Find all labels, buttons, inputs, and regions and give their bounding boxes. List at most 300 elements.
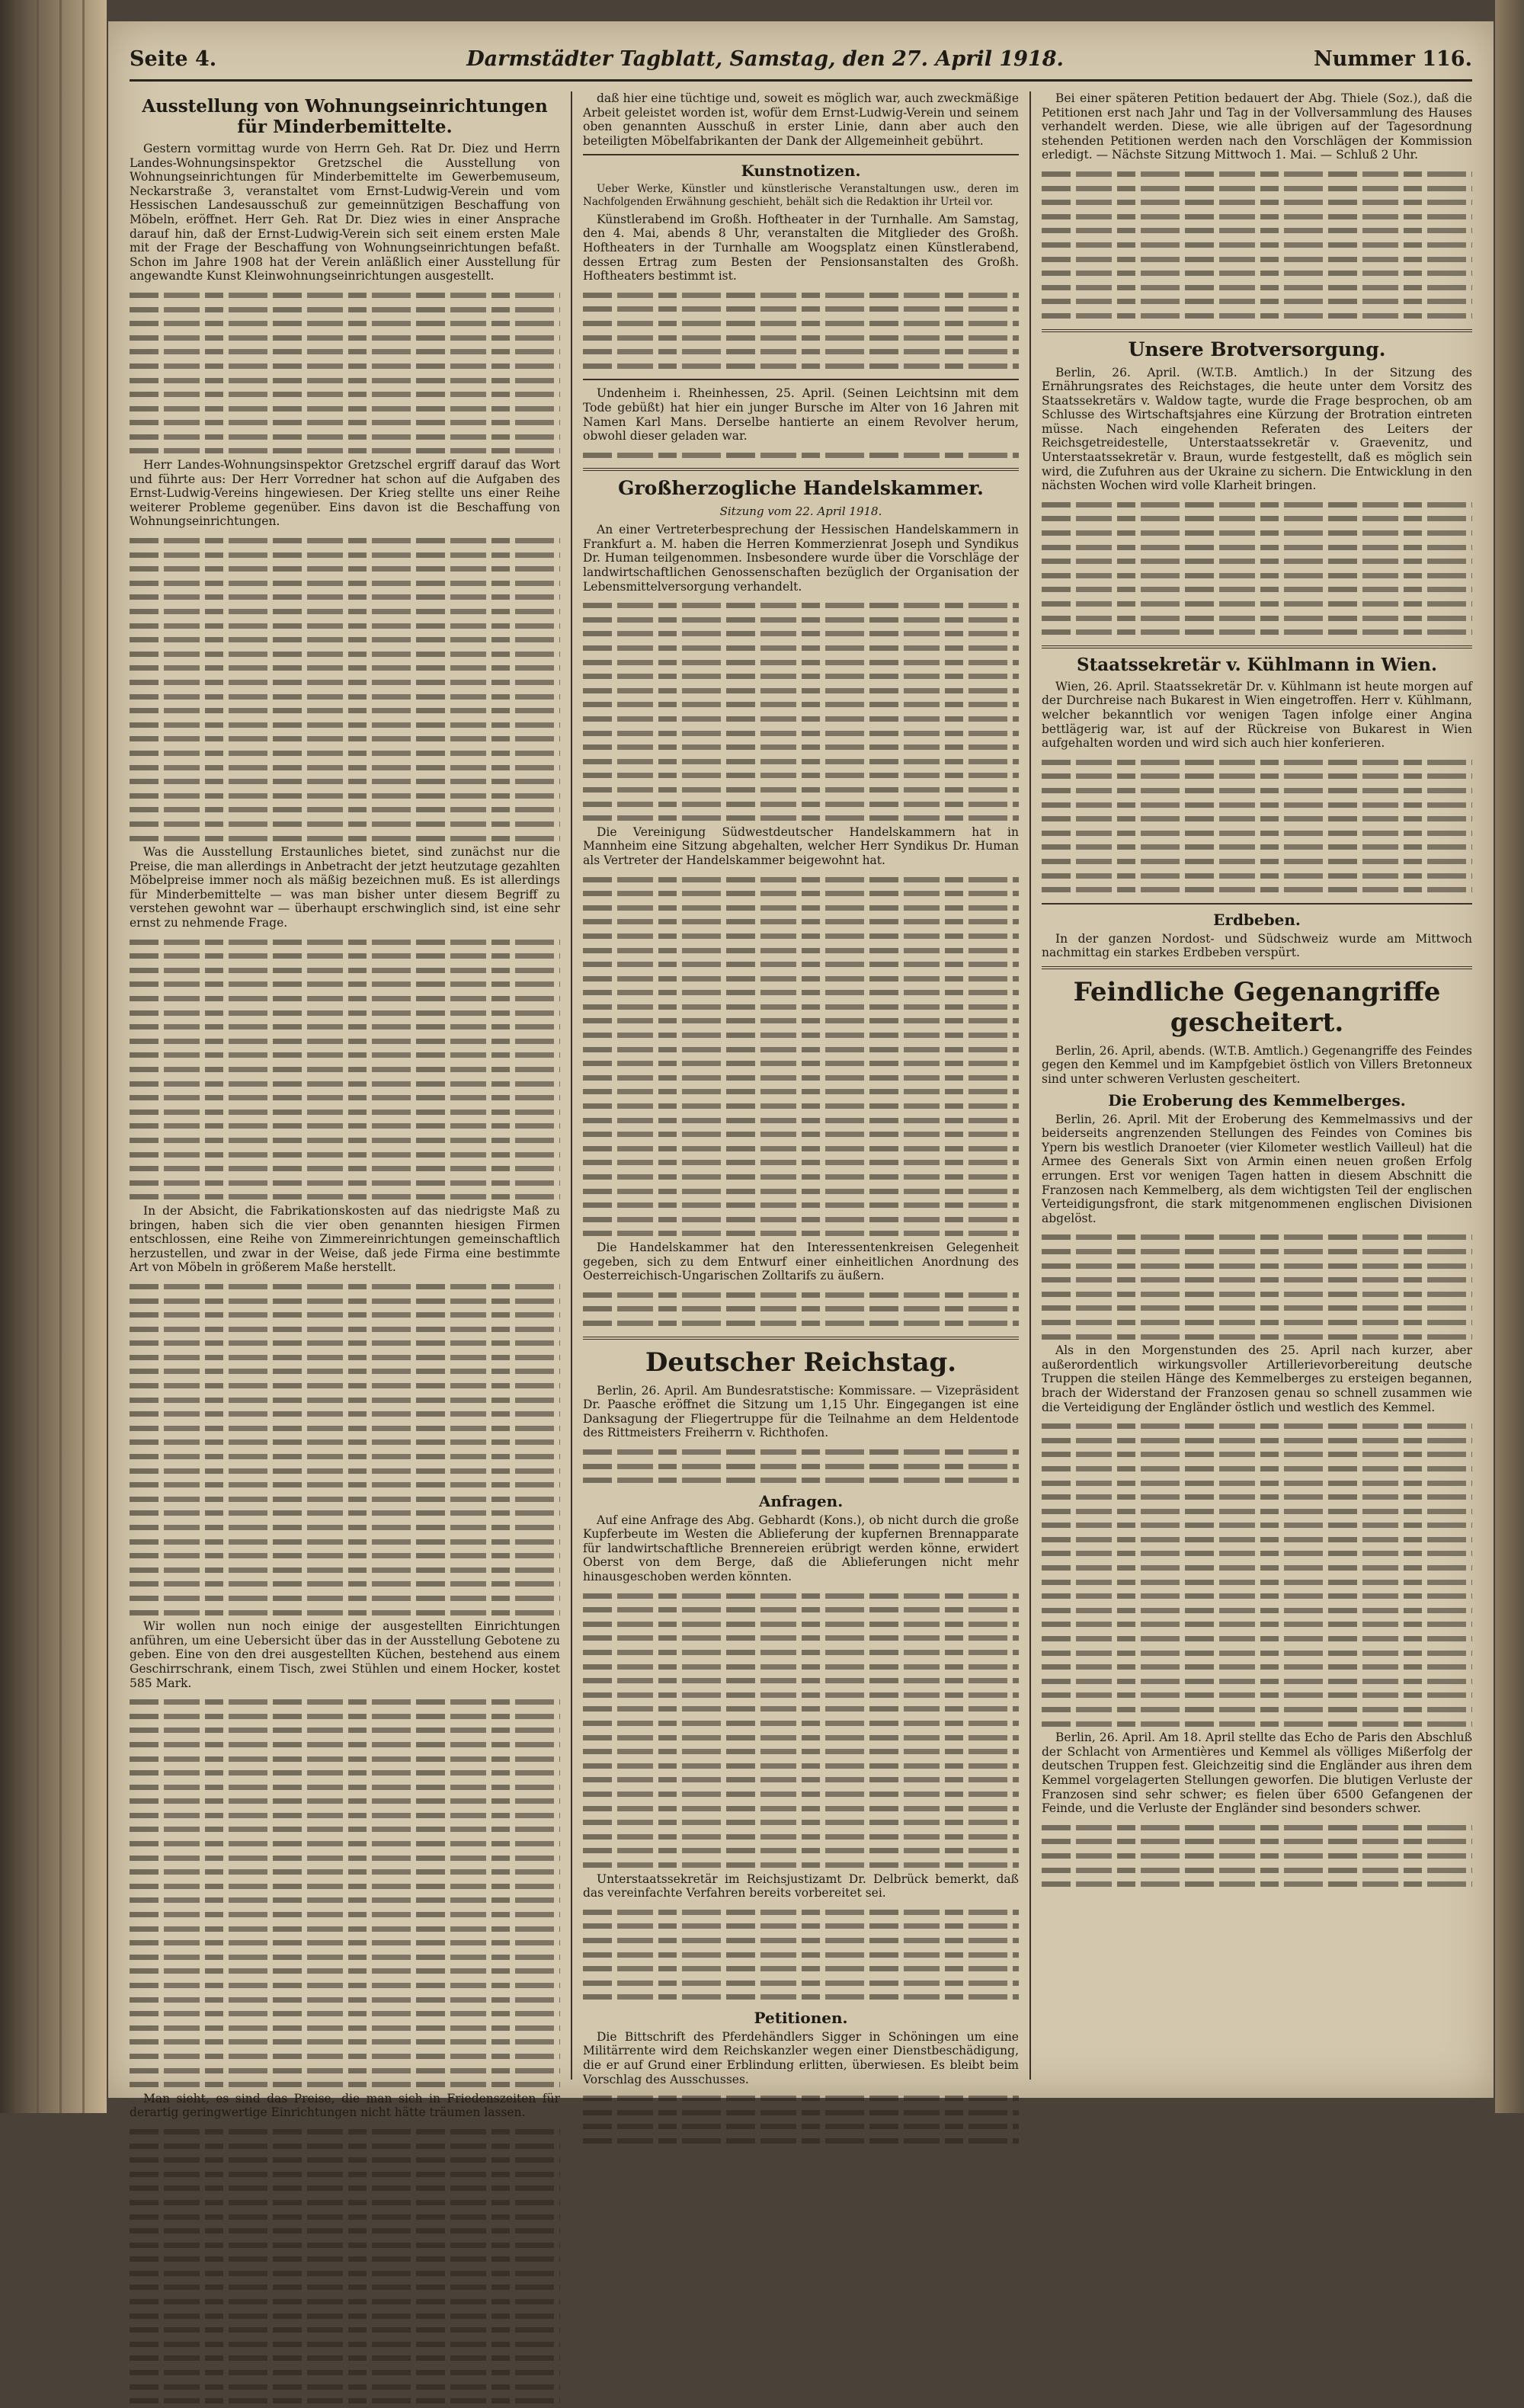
text-line [130,2238,560,2253]
column-3 [1029,91,1472,2080]
text-line [583,957,1019,972]
article-paragraph: Künstlerabend im Großh. Hoftheater in der Turnhalle. Am Samstag, den 4. Mai, abends 8 Uhr, veranstalten die Mitglieder des Großh. Hoftheaters in der Turnhalle am Woogsplatz einen Künstlerabend, dessen Ertrag zum Besten der Pensionsanstalten des Großh. Hoftheaters bestimmt ist. [583,212,1019,283]
text-line [583,1617,1019,1631]
text-line [130,402,560,416]
text-line [1042,611,1472,626]
text-line [130,2266,560,2281]
text-line [1042,223,1472,238]
text-line [1042,1660,1472,1674]
text-line [583,1731,1019,1745]
text-line [130,533,560,548]
text-line [583,1071,1019,1085]
text-line [583,1919,1019,1933]
text-line [1042,812,1472,826]
text-line [130,331,560,345]
text-line [1042,210,1472,224]
text-line [130,1077,560,1091]
text-line [1042,1287,1472,1302]
text-line [1042,1244,1472,1259]
text-line [583,1288,1019,1302]
text-line [130,2125,560,2139]
subhead-kemmelberg: Die Eroberung des Kemmelberges. [1108,1090,1406,1110]
text-line [1042,826,1472,841]
text-line [130,1379,560,1393]
text-line [583,754,1019,769]
text-line [130,1907,560,1922]
text-line [583,1976,1019,1990]
section-title-erdbeben: Erdbeben. [1213,910,1301,929]
text-line [130,1421,560,1436]
text-line [130,2210,560,2224]
text-line [130,2049,560,2064]
text-line [130,1105,560,1119]
text-line [130,303,560,317]
text-line [1042,1315,1472,1330]
text-line [1042,1419,1472,1433]
article-paragraph: Herr Landes-Wohnungsinspektor Gretzschel ergriff darauf das Wort und führte aus: Der Herr Vorredner hat schon auf die Aufgaben des Ernst-Ludwig-Vereins hingewiesen. Der Krieg stellte uns einer Reihe weiterer Probleme gegenüber. Eins davon ist die Beschaffung von Wohnungseinrichtungen. [130,458,560,529]
masthead-date: Darmstädter Tagblatt, Samstag, den 27. April 1918. [466,46,1064,71]
text-line [130,1606,560,1620]
article-paragraph: Berlin, 26. April. Am 18. April stellte das Echo de Paris den Abschluß der Schlacht von Armentières und Kemmel als völliges Mißerfolg der deutschen Truppen fest. Gleichzeitig sind die Engländer aus ihren dem Kemmel vorgelagerten Stellungen geworfen. Die blutigen Verluste der Franzosen sind sehr schwer; es fielen über 6500 Gefangenen der Feinde, und die Verluste der Engländer sind besonders schwer. [1042,1731,1472,1816]
text-line [1042,498,1472,512]
text-line [1042,568,1472,583]
text-line [130,1836,560,1851]
text-line [1042,882,1472,897]
text-line [130,1535,560,1549]
text-line [1042,582,1472,597]
text-line [1042,597,1472,611]
text-line [583,344,1019,359]
text-line [130,718,560,732]
text-line [130,2394,560,2408]
text-line [1042,309,1472,323]
text-line [583,873,1019,887]
page-edge-right [1495,0,1524,2113]
text-line [583,1459,1019,1474]
text-line [130,1993,560,2007]
text-line [583,1056,1019,1071]
text-line [130,2365,560,2380]
text-line [130,632,560,647]
text-line [1042,1532,1472,1547]
text-line [130,2064,560,2078]
article-paragraph: Die Handelskammer hat den Interessentenkreisen Gelegenheit gegeben, sich zu dem Entwurf einer einheitlichen Anordnung des Oesterreichisch-Ungarischen Zolltarifs zu äußern. [583,1240,1019,1283]
text-line [583,1155,1019,1170]
text-line [130,1950,560,1965]
text-line [130,1308,560,1322]
text-line [1042,195,1472,210]
article-paragraph: Wien, 26. April. Staatssekretär Dr. v. Kühlmann ist heute morgen auf der Durchreise nach Bukarest in Wien eingetroffen. Herr v. Kühlmann, welcher bekanntlich vor wenigen Tagen infolge einer Angina bettlägerig war, ist auf der Rückreise von Bukarest in Wien aufgehalten worden und wird sich auch hier konferieren. [1042,679,1472,751]
text-line [130,1119,560,1133]
text-line [1042,1273,1472,1287]
text-line [583,316,1019,331]
text-line [130,373,560,388]
article-paragraph: In der Absicht, die Fabrikationskosten auf das niedrigste Maß zu bringen, haben sich die vier oben genannten hiesigen Firmen entschlossen, eine Reihe von Zimmereinrichtungen gemeinschaftlich herzustellen, und zwar in der Weise, daß jede Firma eine bestimmte Art von Möbeln in größerem Maße herstellt. [130,1203,560,1275]
text-line [130,1808,560,1823]
text-line [583,1830,1019,1844]
text-line [1042,1462,1472,1476]
text-line [583,1113,1019,1128]
text-line [130,817,560,831]
text-line [583,1702,1019,1716]
text-line [1042,1863,1472,1878]
article-paragraph: Die Bittschrift des Pferdehändlers Sigger in Schöningen um eine Militärrente wird dem Reichskanzler wegen einer Dienstbeschädigung, die er auf Grund einer Erblindung erlitten, überwiesen. Es bleibt beim Vorschlag des Ausschusses. [583,2029,1019,2086]
text-line [130,1520,560,1535]
article-title-ausstellung: Ausstellung von Wohnungseinrichtungen für Minderbemittelte. [142,96,548,137]
column-2 [571,91,1029,2086]
text-line [1042,1301,1472,1315]
text-line [583,626,1019,641]
text-line [1042,1518,1472,1532]
issue-number: Nummer 116. [1313,46,1472,71]
text-line [583,1716,1019,1731]
text-line [583,1184,1019,1199]
text-line [583,1772,1019,1787]
text-line [130,1133,560,1148]
text-line [130,604,560,619]
text-line [583,797,1019,812]
section-title-kunstnotizen: Kunstnotizen. [741,162,861,181]
article-paragraph: Bei einer späteren Petition bedauert der Abg. Thiele (Soz.), daß die Petitionen erst nach Jahr und Tag in der Vollversammlung des Hauses verhandelt werden. Diese, wie alle übrigen auf der Tagesordnung stehenden Petitionen werden nach den Vorschlägen der Kommission erledigt. — Nächste Sitzung Mittwoch 1. Mai. — Schluß 2 Uhr. [1042,91,1472,162]
text-line [130,935,560,949]
text-line [1042,238,1472,252]
text-line [130,1822,560,1836]
text-line [583,697,1019,712]
text-line [130,1922,560,1936]
text-line [130,1048,560,1062]
text-line [130,746,560,761]
text-line [130,387,560,402]
text-line [1042,1259,1472,1273]
text-line [130,1492,560,1507]
book-binding [0,0,107,2113]
text-line [130,2021,560,2035]
text-line [130,1780,560,1795]
text-line [130,1322,560,1337]
text-line [583,655,1019,670]
text-line [130,1464,560,1478]
text-line [1042,1877,1472,1891]
text-line [130,430,560,444]
text-line [130,1577,560,1591]
text-line [1042,1603,1472,1618]
text-line [130,1364,560,1379]
article-paragraph: Unterstaatssekretär im Reichsjustizamt Dr. Delbrück bemerkt, daß das vereinfachte Verfahren bereits vorbereitet sei. [583,1872,1019,1900]
text-line [1042,540,1472,555]
text-line [583,1226,1019,1241]
text-line [130,443,560,458]
text-line [583,1170,1019,1184]
text-line [130,2035,560,2049]
text-line [130,963,560,978]
article-paragraph: Berlin, 26. April. Mit der Eroberung des Kemmelmassivs und der beiderseits angrenzenden Stellungen des Feindes von Comines bis Ypern bis westlich Dranoeter (vier Kilometer westlich Vailleul) hat die Armee des Generals Sixt von Armin einen neuen großen Erfolg errungen. Erst vor wenigen Tagen hatten in diesem Abschnitt die Franzosen nach Kemmelberg, als dem wichtigsten Teil der englischen Verteidigungsfront, die stark mitgenommenen englischen Divisionen abgelöst. [1042,1112,1472,1225]
page-header [130,38,1472,82]
text-line [1042,1546,1472,1561]
text-line [583,1858,1019,1872]
text-line [583,1990,1019,2004]
text-line [583,1042,1019,1057]
text-line [130,732,560,746]
text-line [1042,854,1472,869]
text-line [583,1000,1019,1014]
text-line [130,802,560,817]
text-line [130,1548,560,1563]
article-paragraph: Berlin, 26. April. (W.T.B. Amtlich.) In der Sitzung des Ernährungsrates des Reichstages, die heute unter dem Vorsitz des Staatssekretärs v. Waldow tagte, wurde die Frage besprochen, ob am Schlusse des Wirtschaftsjahres eine Kürzung der Brotration eintreten müsse. Nach eingehenden Referaten des Leiters der Reichsgetreidestelle, Unterstaatssekretär v. Graevenitz, und Unterstaatssekretär v. Braun, wurde festgestellt, daß es möglich sein wird, die Zufuhren aus der Ukraine zu sichern. Die Entwicklung in den nächsten Wochen wird volle Klarheit bringen. [1042,365,1472,493]
article-paragraph: daß hier eine tüchtige und, soweit es möglich war, auch zweckmäßige Arbeit geleistet worden ist, wofür dem Ernst-Ludwig-Verein und seinem oben genannten Ausschuß in erster Linie, dann aber auch den beteiligten Möbelfabrikanten der Dank der Allgemeinheit gebührt. [583,91,1019,148]
text-line [583,1631,1019,1645]
text-line [130,1034,560,1049]
text-line [130,977,560,991]
article-paragraph: Auf eine Anfrage des Abg. Gebhardt (Kons.), ob nicht durch die große Kupferbeute im Westen die Ablieferung der kupfernen Brennapparate für landwirtschaftliche Brennereien erübrigt werden könne, erwidert Oberst von dem Berge, daß die Ablieferungen nicht mehr hinausgeschoben werden könnten. [583,1513,1019,1584]
text-line [130,316,560,331]
text-line [130,1978,560,1993]
text-line [1042,1447,1472,1462]
text-line [130,344,560,359]
section-title-reichstag: Deutscher Reichstag. [645,1346,957,1378]
text-line [1042,526,1472,540]
text-line [1042,1433,1472,1448]
text-line [130,2167,560,2182]
text-line [130,2139,560,2153]
text-line [583,613,1019,627]
text-line [130,1591,560,1606]
text-line [1042,1646,1472,1660]
text-line [583,331,1019,345]
text-line [583,1589,1019,1603]
text-line [583,726,1019,741]
text-line [130,2309,560,2323]
text-line [130,1851,560,1865]
text-line [583,1445,1019,1459]
text-line [130,2351,560,2365]
text-line [130,359,560,373]
text-line [583,448,1019,463]
text-line [1042,1702,1472,1717]
text-line [583,1801,1019,1816]
text-line [130,1020,560,1034]
text-line [1042,783,1472,798]
text-line [583,985,1019,1000]
text-line [583,1673,1019,1688]
text-line [130,661,560,675]
text-line [130,647,560,661]
text-line [583,1905,1019,1920]
text-line [583,1645,1019,1660]
text-line [130,1393,560,1407]
text-line [583,1933,1019,1948]
text-line [583,302,1019,316]
text-line [130,1407,560,1421]
text-line [130,2006,560,2021]
text-line [583,1013,1019,1028]
text-line [583,1603,1019,1617]
text-line [130,1176,560,1190]
text-line [583,1127,1019,1142]
text-line [583,1473,1019,1487]
article-paragraph: Was die Ausstellung Erstaunliches bietet, sind zunächst nur die Preise, die man allerdings in Anbetracht der jetzt heutzutage gezahlten Möbelpreise immer noch als mäßig bezeichnen muß. Es ist allerdings für Minderbemittelte — was man bisher unter diesem Begriff zu verstehen gewohnt war — überhaupt erschwinglich sind, ist eine sehr ernst zu nehmende Frage. [130,845,560,930]
text-line [130,1294,560,1308]
text-line [130,2323,560,2337]
text-line [130,1695,560,1709]
text-line [130,1090,560,1105]
text-line [130,761,560,775]
text-line [1042,252,1472,267]
text-line [130,949,560,963]
text-line [130,1449,560,1464]
text-line [1042,1717,1472,1731]
text-line [130,2280,560,2294]
text-line [583,740,1019,754]
text-line [130,288,560,303]
text-line [130,590,560,604]
text-line [130,675,560,690]
text-line [583,684,1019,698]
text-line [1042,1490,1472,1504]
text-line [130,2153,560,2167]
text-line [583,972,1019,986]
text-line [1042,769,1472,783]
text-line [583,1948,1019,1962]
text-line [130,1879,560,1894]
text-line [1042,1589,1472,1603]
text-line [1042,280,1472,295]
text-line [130,576,560,591]
article-paragraph: Wir wollen nun noch einige der ausgestellten Einrichtungen anführen, um eine Uebersicht über das in der Ausstellung Gebotene zu geben. Eine von den drei ausgestellten Küchen, bestehend aus einem Geschirrschrank, einem Tisch, zwei Stühlen und einem Hocker, kostet 585 Mark. [130,1619,560,1690]
text-line [583,669,1019,684]
text-line [583,1843,1019,1858]
newspaper-page [108,21,1494,2120]
text-line [130,619,560,633]
session-date: Sitzung vom 22. April 1918. [719,504,882,519]
text-line [583,2091,1019,2105]
text-line [1042,625,1472,639]
article-paragraph: Man sieht, es sind das Preise, die man sich in Friedenszeiten für derartig geringwertige Einrichtungen nicht hätte träumen lassen. [130,2091,560,2120]
text-line [583,1815,1019,1830]
text-line [583,1759,1019,1773]
text-line [1042,1631,1472,1646]
text-line [130,1794,560,1808]
article-paragraph: An einer Vertreterbesprechung der Hessischen Handelskammern in Frankfurt a. M. haben die Herren Kommerzienrat Joseph und Syndikus Dr. Human teilgenommen. Insbesondere wurde über die Vorschläge der landwirtschaftlichen Genossenschaften bezüglich der Organisation der Lebensmittelversorgung verhandelt. [583,523,1019,594]
section-title-gegenangriffe: Feindliche Gegenangriffe gescheitert. [1073,976,1441,1038]
text-line [1042,1820,1472,1835]
text-line [130,1062,560,1077]
editorial-note: Ueber Werke, Künstler und künstlerische Veranstaltungen usw., deren im Nachfolgenden Erwähnung geschieht, behält sich die Redaktion ihr Urteil vor. [583,183,1019,208]
text-line [1042,1688,1472,1702]
text-line [583,2105,1019,2120]
article-paragraph: Gestern vormittag wurde von Herrn Geh. Rat Dr. Diez und Herrn Landes-Wohnungsinspektor Gretzschel die Ausstellung von Wohnungseinrichtungen für Minderbemittelte im Gewerbemuseum, Neckarstraße 3, veranstaltet vom Ernst-Ludwig-Verein und vom Hessischen Landesausschuß zur gemeinnützigen Beschaffung von Möbeln, eröffnet. Herr Geh. Rat Dr. Diez wies in einer Ansprache darauf hin, daß der Ernst-Ludwig-Verein sich seit einem ersten Male mit der Frage der Beschaffung von Wohnungseinrichtungen befaßt. Schon im Jahre 1908 hat der Verein anläßlich einer Ausstellung für angewandte Kunst Kleinwohnungseinrichtungen ausgestellt. [130,142,560,283]
text-line [583,1028,1019,1042]
text-line [583,288,1019,303]
text-line [130,2224,560,2238]
text-line [1042,1504,1472,1519]
text-line [583,929,1019,943]
article-paragraph: Die Vereinigung Südwestdeutscher Handelskammern hat in Mannheim eine Sitzung abgehalten, welcher Herr Syndikus Dr. Human als Vertreter der Handelskammer beigewohnt hat. [583,825,1019,867]
text-line [583,712,1019,726]
text-line [130,1723,560,1737]
text-line [130,415,560,430]
text-line [130,548,560,562]
columns [130,91,1472,2120]
text-line [583,2134,1019,2148]
text-line [130,1964,560,1978]
text-line [583,943,1019,958]
text-line [583,2119,1019,2134]
text-line [1042,266,1472,280]
text-line [1042,167,1472,181]
text-line [130,1709,560,1724]
text-line [130,1279,560,1294]
article-paragraph: Undenheim i. Rheinhessen, 25. April. (Seinen Leichtsinn mit dem Tode gebüßt) hat hier ein junger Bursche im Alter von 16 Jahren mit Namen Karl Mans. Derselbe hantierte an einem Revolver herum, obwohl dieser geladen war. [583,386,1019,443]
text-line [583,783,1019,797]
text-line [1042,1330,1472,1344]
text-line [1042,1561,1472,1575]
section-title-brotversorgung: Unsere Brotversorgung. [1128,338,1386,360]
text-line [130,1336,560,1350]
text-line [130,991,560,1006]
text-line [130,1161,560,1176]
text-line [130,831,560,846]
text-line [130,1148,560,1162]
text-line [583,768,1019,783]
text-line [583,1961,1019,1976]
text-line [1042,840,1472,854]
text-line [1042,755,1472,770]
text-line [583,1316,1019,1330]
text-line [130,690,560,704]
text-line [130,1737,560,1752]
text-line [583,1198,1019,1212]
text-line [583,1212,1019,1227]
text-line [130,1563,560,1577]
text-line [130,774,560,789]
text-line [130,2077,560,2092]
text-line [1042,1230,1472,1244]
text-line [583,914,1019,929]
text-line [583,1099,1019,1113]
subhead-petitionen: Petitionen. [754,2008,848,2027]
text-line [583,1302,1019,1316]
text-line [1042,1674,1472,1689]
text-line [1042,1849,1472,1863]
text-line [130,1478,560,1492]
text-line [583,811,1019,825]
article-paragraph: Berlin, 26. April, abends. (W.T.B. Amtlich.) Gegenangriffe des Feindes gegen den Kemmel und im Kampfgebiet östlich von Villers Bretonneux sind unter schweren Verlusten gescheitert. [1042,1043,1472,1087]
article-paragraph: In der ganzen Nordost- und Südschweiz wurde am Mittwoch nachmittag ein starkes Erdbeben verspürt. [1042,931,1472,960]
text-line [130,1893,560,1907]
page-label: Seite 4. [130,46,217,71]
text-line [583,1688,1019,1702]
text-line [1042,1834,1472,1849]
text-line [1042,554,1472,568]
text-line [130,2195,560,2210]
article-paragraph: Als in den Morgenstunden des 25. April nach kurzer, aber außerordentlich wirkungsvoller Artillerievorbereitung deutsche Truppen die steilen Hänge des Kemmelberges zu ersteigen begannen, brach der Widerstand der Franzosen genau so schnell zusammen wie die Verteidigung der Engländer östlich und westlich des Kemmel. [1042,1343,1472,1414]
text-line [130,2380,560,2394]
section-title-kuehlmann: Staatssekretär v. Kühlmann in Wien. [1077,654,1437,675]
text-line [583,1744,1019,1759]
subhead-anfragen: Anfragen. [758,1491,844,1510]
text-line [130,703,560,718]
text-line [130,789,560,803]
text-line [583,641,1019,655]
text-line [1042,294,1472,309]
text-line [130,1936,560,1950]
text-line [583,1084,1019,1099]
text-line [583,598,1019,613]
text-line [1042,798,1472,812]
text-line [130,1190,560,1204]
text-line [1042,181,1472,196]
text-line [130,2252,560,2266]
